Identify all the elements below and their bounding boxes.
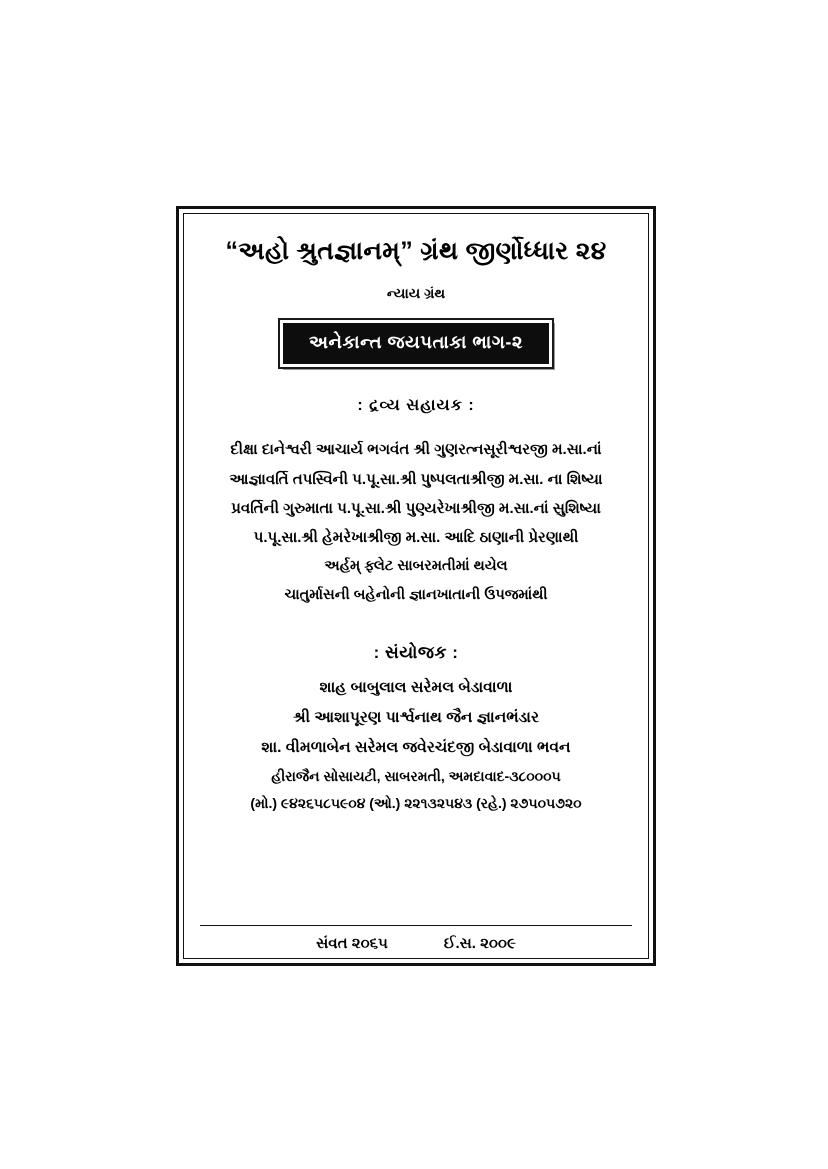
book-title-banner: અનેકાન્ત જયપતાકા ભાગ-૨ bbox=[280, 320, 552, 367]
donor-block bbox=[200, 435, 632, 609]
donor-line: આજ્ઞાવર્તિ તપસ્વિની પ.પૂ.સા.શ્રી પુષ્પલતાશ્રીજી મ.સા. ના શિષ્યા bbox=[229, 470, 603, 488]
book-title-banner-wrap bbox=[200, 320, 632, 367]
donor-line: પ.પૂ.સા.શ્રી હેમરેખાશ્રીજી મ.સા. આદિ ઠાણાની પ્રેરણાથી bbox=[253, 529, 579, 546]
donor-line: અર્હમ્ ફ્લેટ સાબરમતીમાં થયેલ bbox=[324, 558, 508, 575]
donor-line: પ્રવર્તિની ગુરુમાતા પ.પૂ.સા.શ્રી પુણ્યરેખાશ્રીજી મ.સા.નાં સુશિષ્યા bbox=[231, 499, 601, 517]
coordinator-block bbox=[200, 673, 632, 817]
page-title: “અહો શ્રુતજ્ઞાનમ્” ગ્રંથ જીર્ણોધ્ધાર ૨૪ bbox=[225, 237, 607, 265]
title-page-frame bbox=[176, 206, 656, 966]
donor-line: દીક્ષા દાનેશ્વરી આચાર્ય ભગવંત શ્રી ગુણરત્નસૂરીશ્વરજી મ.સા.નાં bbox=[230, 441, 602, 459]
coordinator-section-label: : સંયોજક : bbox=[373, 642, 459, 662]
donor-section-label: : દ્રવ્ય સહાયક : bbox=[357, 397, 475, 415]
donor-line: ચાતુર્માસની બહેનોની જ્ઞાનખાતાની ઉપજમાંથી bbox=[284, 586, 548, 603]
footer-ce-year: ઈ.સ. ૨૦૦૯ bbox=[443, 935, 516, 952]
footer-row bbox=[200, 926, 632, 958]
subtitle: ન્યાય ગ્રંથ bbox=[386, 285, 446, 302]
footer-samvat-year: સંવત ૨૦૬૫ bbox=[316, 935, 388, 952]
layout-spacer bbox=[200, 817, 632, 915]
address-line: હીરાજૈન સોસાયટી, સાબરમતી, અમદાવાદ-૩૮૦૦૦૫ bbox=[271, 768, 561, 785]
title-page-inner-frame bbox=[183, 213, 649, 959]
phone-line: (મો.) ૯૪૨૬૫૮૫૯૦૪ (ઓ.) ૨૨૧૩૨૫૪૩ (રહે.) ૨૭૫૦૫૭૨૦ bbox=[250, 795, 582, 812]
coordinator-line: શાહ બાબુલાલ સરેમલ બેડાવાળા bbox=[319, 678, 513, 696]
coordinator-line: શ્રી આશાપૂરણ પાર્શ્વનાથ જૈન જ્ઞાનભંડાર bbox=[292, 709, 539, 726]
coordinator-line: શા. વીમળાબેન સરેમલ જવેરચંદજી બેડાવાળા ભવન bbox=[261, 739, 571, 757]
